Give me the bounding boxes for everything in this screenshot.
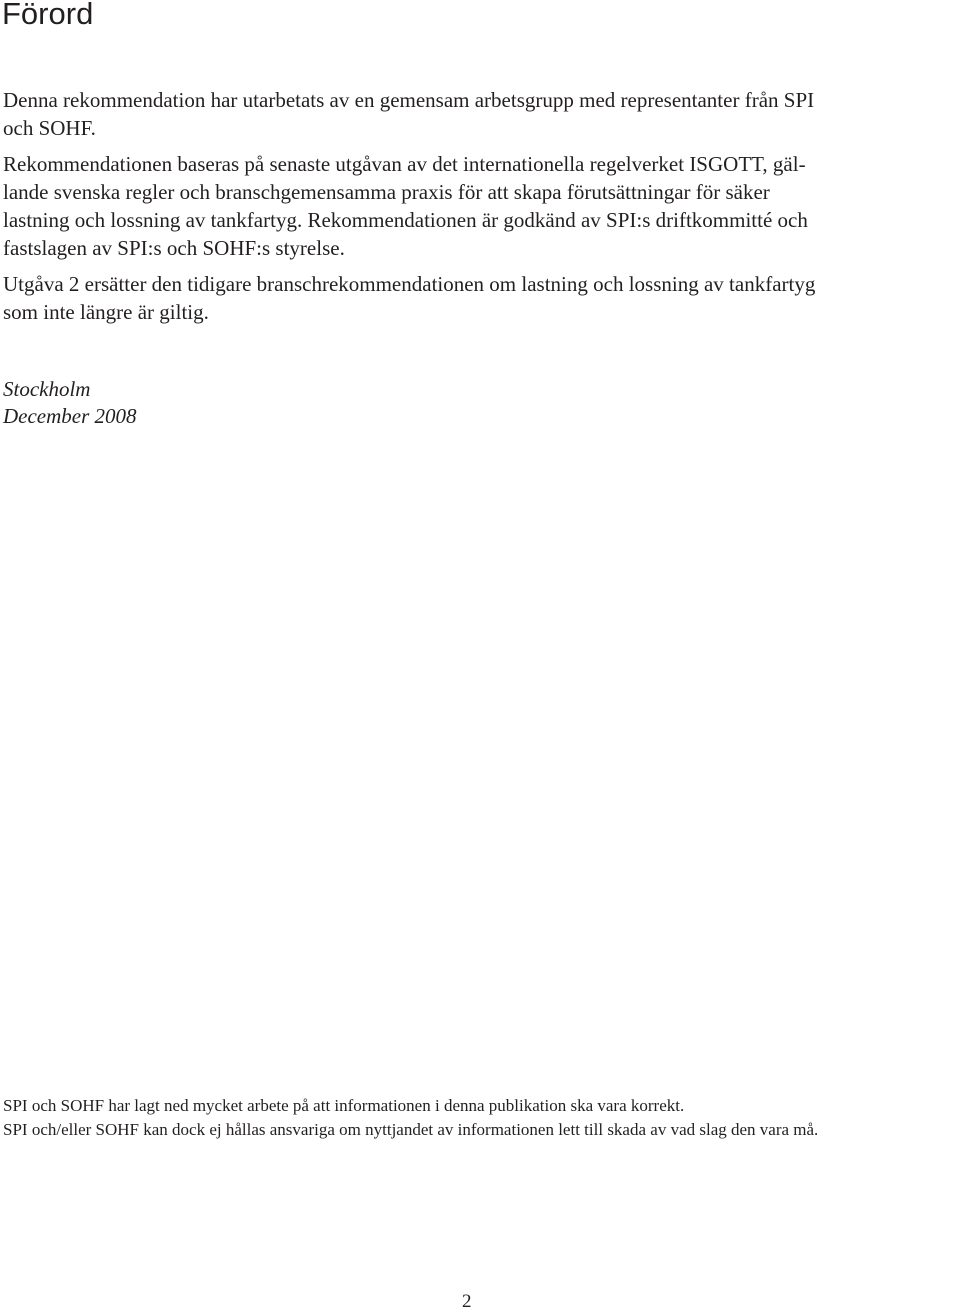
text-line: lande svenska regler och branschgemensamma praxis för att skapa förutsättningar för säker bbox=[3, 180, 770, 204]
edition-paragraph bbox=[3, 270, 960, 326]
text-line: som inte längre är giltig. bbox=[3, 300, 209, 324]
text-line: lastning och lossning av tankfartyg. Rekommendationen är godkänd av SPI:s driftkommitté och bbox=[3, 208, 808, 232]
page-heading: Förord bbox=[2, 0, 94, 31]
place-and-date bbox=[3, 376, 137, 430]
disclaimer-line: SPI och/eller SOHF kan dock ej hållas ansvariga om nyttjandet av informationen lett till skada av vad slag den vara må. bbox=[3, 1120, 819, 1139]
page-number: 2 bbox=[462, 1291, 472, 1312]
text-line: och SOHF. bbox=[3, 116, 96, 140]
basis-paragraph bbox=[3, 150, 960, 262]
disclaimer-line: SPI och SOHF har lagt ned mycket arbete på att informationen i denna publikation ska vara korrekt. bbox=[3, 1096, 685, 1115]
text-line: Utgåva 2 ersätter den tidigare branschrekommendationen om lastning och lossning av tankfartyg bbox=[3, 272, 816, 296]
text-line: Denna rekommendation har utarbetats av en gemensam arbetsgrupp med representanter från SPI bbox=[3, 88, 815, 112]
disclaimer bbox=[3, 1094, 818, 1142]
text-line: fastslagen av SPI:s och SOHF:s styrelse. bbox=[3, 236, 345, 260]
date: December 2008 bbox=[3, 404, 137, 428]
text-line: Rekommendationen baseras på senaste utgåvan av det internationella regelverket ISGOTT, gäl- bbox=[3, 152, 806, 176]
place: Stockholm bbox=[3, 377, 91, 401]
intro-paragraph bbox=[3, 86, 960, 142]
